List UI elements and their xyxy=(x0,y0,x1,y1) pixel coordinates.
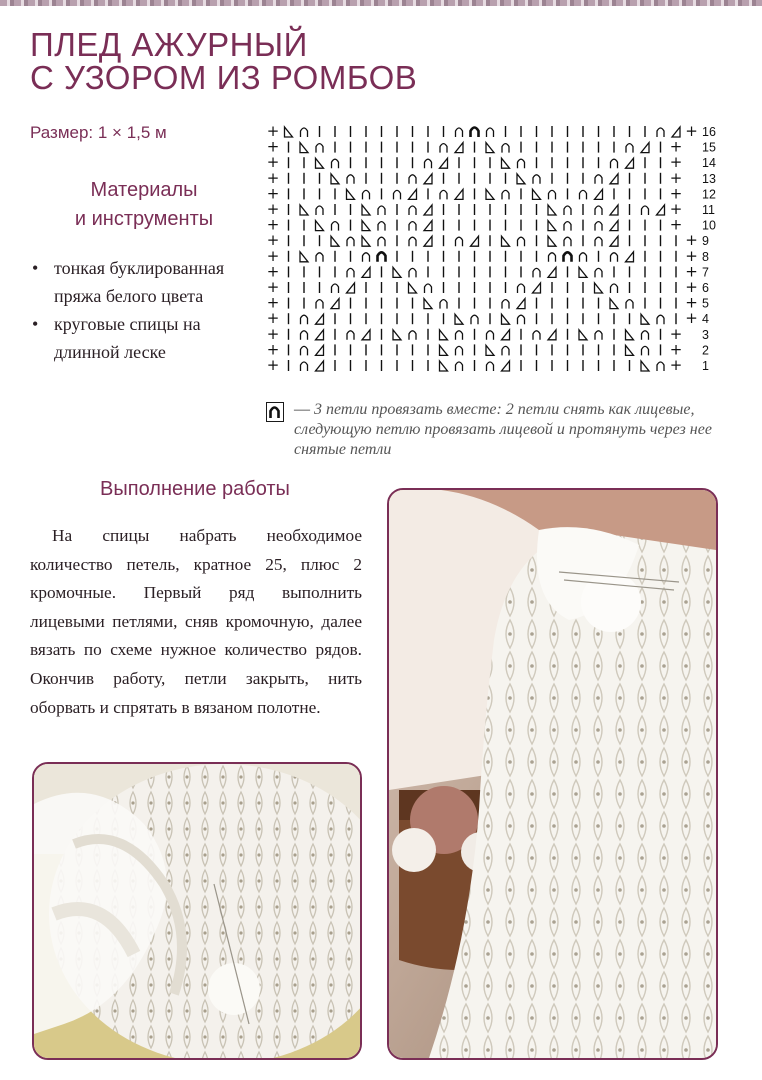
chart-ssk xyxy=(300,143,308,153)
chart-yarn-over xyxy=(518,284,525,293)
chart-row-number: 13 xyxy=(702,171,716,186)
chart-yarn-over xyxy=(409,175,416,184)
chart-row-number: 16 xyxy=(702,125,716,139)
chart-edge-stitch: + xyxy=(685,246,698,265)
chart-yarn-over xyxy=(409,222,416,231)
chart-yarn-over xyxy=(316,253,323,262)
chart-yarn-over xyxy=(518,159,525,168)
chart-ssk xyxy=(300,205,308,215)
chart-k2tog xyxy=(424,174,432,184)
chart-k2tog xyxy=(610,221,618,231)
chart-row-number: 2 xyxy=(702,343,709,358)
chart-yarn-over xyxy=(347,331,354,340)
chart-ssk xyxy=(316,221,324,231)
chart-edge-stitch: + xyxy=(266,262,280,281)
chart-k2tog xyxy=(424,221,432,231)
chart-k2tog xyxy=(610,174,618,184)
chart-yarn-over xyxy=(456,346,463,355)
chart-k2tog xyxy=(316,361,324,371)
chart-k2tog xyxy=(316,345,324,355)
chart-k2tog xyxy=(626,158,634,168)
chart-ssk xyxy=(393,267,401,277)
chart-yarn-over xyxy=(440,190,447,199)
chart-yarn-over xyxy=(564,222,571,231)
chart-yarn-over xyxy=(502,300,509,309)
chart-edge-stitch: + xyxy=(669,200,683,218)
chart-yarn-over xyxy=(316,206,323,215)
page-title xyxy=(30,28,417,94)
work-heading: Выполнение работы xyxy=(100,478,290,500)
chart-yarn-over xyxy=(502,144,509,153)
three-together-symbol-icon xyxy=(266,402,284,422)
chart-yarn-over xyxy=(347,268,354,277)
chart-row-number: 10 xyxy=(702,218,716,233)
chart-yarn-over xyxy=(409,237,416,246)
chart-ssk xyxy=(579,267,587,277)
chart-yarn-over xyxy=(487,331,494,340)
chart-edge-stitch: + xyxy=(266,215,280,234)
chart-three-together xyxy=(564,252,572,261)
chart-yarn-over xyxy=(456,362,463,371)
chart-ssk xyxy=(610,299,618,309)
chart-ssk xyxy=(641,361,649,371)
chart-yarn-over xyxy=(595,206,602,215)
chart-ssk xyxy=(331,174,339,184)
chart-row-number: 8 xyxy=(702,249,709,264)
chart-edge-stitch: + xyxy=(669,168,683,187)
materials-heading-line-2: и инструменты xyxy=(74,208,214,230)
chart-yarn-over xyxy=(378,222,385,231)
materials-list xyxy=(30,254,260,366)
chart-edge-stitch: + xyxy=(669,184,683,203)
chart-yarn-over xyxy=(580,190,587,199)
lace-blanket-photo-closeup xyxy=(32,762,362,1060)
chart-yarn-over xyxy=(626,300,633,309)
chart-yarn-over xyxy=(611,284,618,293)
chart-ssk xyxy=(486,345,494,355)
chart-row-number: 3 xyxy=(702,327,709,342)
chart-ssk xyxy=(316,158,324,168)
chart-k2tog xyxy=(672,127,680,137)
chart-k2tog xyxy=(424,205,432,215)
chart-ssk xyxy=(595,283,603,293)
materials-heading-line-1: Материалы xyxy=(90,179,198,201)
chart-edge-stitch: + xyxy=(266,278,280,296)
chart-row-number: 14 xyxy=(702,156,716,171)
chart-yarn-over xyxy=(347,175,354,184)
chart-yarn-over xyxy=(611,159,618,168)
chart-k2tog xyxy=(641,143,649,153)
chart-edge-stitch: + xyxy=(266,168,280,187)
chart-edge-stitch: + xyxy=(685,122,698,140)
chart-yarn-over xyxy=(657,128,664,137)
chart-k2tog xyxy=(502,361,510,371)
chart-ssk xyxy=(409,283,417,293)
chart-yarn-over xyxy=(487,362,494,371)
chart-yarn-over xyxy=(378,206,385,215)
chart-k2tog xyxy=(424,236,432,246)
chart-k2tog xyxy=(316,330,324,340)
chart-yarn-over xyxy=(626,144,633,153)
chart-k2tog xyxy=(610,236,618,246)
chart-yarn-over xyxy=(456,331,463,340)
chart-edge-stitch: + xyxy=(266,340,280,359)
chart-edge-stitch: + xyxy=(685,278,698,296)
chart-k2tog xyxy=(657,205,665,215)
chart-k2tog xyxy=(610,205,618,215)
chart-yarn-over xyxy=(301,128,308,137)
chart-yarn-over xyxy=(549,190,556,199)
chart-yarn-over xyxy=(611,253,618,262)
chart-ssk xyxy=(502,236,510,246)
chart-ssk xyxy=(626,330,634,340)
chart-three-together xyxy=(471,128,479,138)
chart-yarn-over xyxy=(657,315,664,324)
legend-dash: — xyxy=(294,401,310,418)
chart-yarn-over xyxy=(595,268,602,277)
chart-edge-stitch: + xyxy=(266,153,280,172)
chart-yarn-over xyxy=(595,175,602,184)
chart-ssk xyxy=(440,361,448,371)
chart-yarn-over xyxy=(502,190,509,199)
chart-edge-stitch: + xyxy=(266,122,280,140)
chart-ssk xyxy=(440,330,448,340)
chart-yarn-over xyxy=(564,206,571,215)
chart-ssk xyxy=(486,143,494,153)
chart-yarn-over xyxy=(316,300,323,309)
chart-ssk xyxy=(285,127,293,137)
chart-edge-stitch: + xyxy=(685,231,698,250)
chart-ssk xyxy=(347,189,355,199)
chart-k2tog xyxy=(362,267,370,277)
chart-edge-stitch: + xyxy=(669,153,683,172)
materials-item: • тонкая буклированная пряжа белого цвета xyxy=(30,254,260,310)
chart-row-number: 12 xyxy=(702,187,716,202)
chart-k2tog xyxy=(626,252,634,262)
chart-k2tog xyxy=(316,314,324,324)
chart-yarn-over xyxy=(301,331,308,340)
chart-yarn-over xyxy=(301,346,308,355)
chart-yarn-over xyxy=(642,331,649,340)
chart-yarn-over xyxy=(440,300,447,309)
chart-ssk xyxy=(641,314,649,324)
chart-yarn-over xyxy=(595,237,602,246)
chart-k2tog xyxy=(548,330,556,340)
chart-edge-stitch: + xyxy=(669,340,683,359)
chart-yarn-over xyxy=(409,206,416,215)
chart-yarn-over xyxy=(316,144,323,153)
chart-yarn-over xyxy=(394,190,401,199)
chart-k2tog xyxy=(533,283,541,293)
chart-edge-stitch: + xyxy=(685,293,698,312)
chart-edge-stitch: + xyxy=(669,356,683,374)
chart-yarn-over xyxy=(533,268,540,277)
chart-edge-stitch: + xyxy=(669,324,683,343)
chart-k2tog xyxy=(471,236,479,246)
chart-k2tog xyxy=(595,189,603,199)
chart-k2tog xyxy=(548,267,556,277)
chart-ssk xyxy=(548,205,556,215)
size-info: Размер: 1 × 1,5 м xyxy=(30,123,167,142)
chart-yarn-over xyxy=(657,362,664,371)
chart-edge-stitch: + xyxy=(266,137,280,156)
chart-row-number: 11 xyxy=(702,203,715,217)
chart-yarn-over xyxy=(533,175,540,184)
chart-ssk xyxy=(533,189,541,199)
chart-yarn-over xyxy=(456,237,463,246)
chart-k2tog xyxy=(331,299,339,309)
chart-k2tog xyxy=(409,189,417,199)
chart-ssk xyxy=(579,330,587,340)
chart-row-number: 15 xyxy=(702,140,716,155)
title-line-1: ПЛЕД АЖУРНЫЙ xyxy=(30,26,308,63)
chart-edge-stitch: + xyxy=(266,200,280,218)
chart-yarn-over xyxy=(502,346,509,355)
knitting-chart xyxy=(266,122,726,384)
chart-yarn-over xyxy=(425,159,432,168)
chart-yarn-over xyxy=(518,237,525,246)
chart-ssk xyxy=(517,174,525,184)
chart-ssk xyxy=(502,314,510,324)
chart-k2tog xyxy=(362,330,370,340)
chart-ssk xyxy=(424,299,432,309)
chart-edge-stitch: + xyxy=(266,356,280,374)
chart-ssk xyxy=(362,236,370,246)
chart-yarn-over xyxy=(363,253,370,262)
chart-yarn-over xyxy=(456,128,463,137)
chart-edge-stitch: + xyxy=(685,262,698,281)
chart-ssk xyxy=(362,205,370,215)
chart-k2tog xyxy=(455,189,463,199)
chart-edge-stitch: + xyxy=(266,324,280,343)
chart-yarn-over xyxy=(580,253,587,262)
chart-yarn-over xyxy=(378,237,385,246)
chart-yarn-over xyxy=(518,315,525,324)
chart-yarn-over xyxy=(409,268,416,277)
chart-yarn-over xyxy=(301,315,308,324)
chart-yarn-over xyxy=(332,222,339,231)
chart-row-number: 1 xyxy=(702,359,709,373)
chart-yarn-over xyxy=(642,346,649,355)
chart-row-number: 4 xyxy=(702,312,709,327)
chart-edge-stitch: + xyxy=(669,137,683,156)
chart-row-number: 5 xyxy=(702,296,709,311)
lace-blanket-photo-draped xyxy=(387,488,718,1060)
chart-edge-stitch: + xyxy=(685,309,698,328)
chart-ssk xyxy=(393,330,401,340)
chart-yarn-over xyxy=(332,284,339,293)
chart-edge-stitch: + xyxy=(266,231,280,250)
chart-yarn-over xyxy=(425,284,432,293)
chart-yarn-over xyxy=(347,237,354,246)
chart-ssk xyxy=(626,345,634,355)
chart-row-number: 7 xyxy=(702,265,709,280)
materials-heading xyxy=(30,176,258,234)
title-line-2: С УЗОРОМ ИЗ РОМБОВ xyxy=(30,59,418,96)
decorative-top-band xyxy=(0,0,762,6)
chart-row-number: 9 xyxy=(702,234,709,249)
chart-yarn-over xyxy=(533,331,540,340)
chart-yarn-over xyxy=(471,315,478,324)
chart-k2tog xyxy=(455,143,463,153)
chart-k2tog xyxy=(517,299,525,309)
chart-yarn-over xyxy=(595,331,602,340)
chart-edge-stitch: + xyxy=(266,293,280,312)
chart-edge-stitch: + xyxy=(266,246,280,265)
chart-yarn-over xyxy=(440,144,447,153)
chart-ssk xyxy=(300,252,308,262)
chart-edge-stitch: + xyxy=(266,184,280,203)
chart-edge-stitch: + xyxy=(266,309,280,328)
chart-ssk xyxy=(548,236,556,246)
chart-three-together xyxy=(378,252,386,261)
chart-edge-stitch: + xyxy=(669,215,683,234)
chart-ssk xyxy=(331,236,339,246)
chart-ssk xyxy=(455,314,463,324)
chart-ssk xyxy=(440,345,448,355)
materials-item: • круговые спицы на длинной леске xyxy=(30,310,260,366)
chart-yarn-over xyxy=(332,159,339,168)
chart-yarn-over xyxy=(564,237,571,246)
chart-ssk xyxy=(362,221,370,231)
chart-yarn-over xyxy=(549,253,556,262)
chart-yarn-over xyxy=(301,362,308,371)
chart-k2tog xyxy=(347,283,355,293)
legend-text: 3 петли провязать вместе: 2 петли снять как лицевые, следующую петлю провязать лицевой и протянуть через нее снятые петли xyxy=(294,401,712,458)
chart-yarn-over xyxy=(642,206,649,215)
chart-yarn-over xyxy=(409,331,416,340)
chart-yarn-over xyxy=(487,128,494,137)
chart-k2tog xyxy=(440,158,448,168)
legend-description xyxy=(294,400,734,460)
chart-ssk xyxy=(502,158,510,168)
chart-k2tog xyxy=(502,330,510,340)
chart-yarn-over xyxy=(595,222,602,231)
work-instructions: На спицы набрать необходимое количество петель, кратное 25, плюс 2 кромочные. Первый ряд выполнить лицевыми петлями, сняв кромочную, далее вязать по схеме нужное количество рядов. Окончив работу, петли закрыть, нить оборвать и спрятать в вязаном полотне. xyxy=(30,526,362,717)
chart-ssk xyxy=(486,189,494,199)
chart-row-number: 6 xyxy=(702,281,709,295)
chart-yarn-over xyxy=(363,190,370,199)
chart-ssk xyxy=(548,221,556,231)
